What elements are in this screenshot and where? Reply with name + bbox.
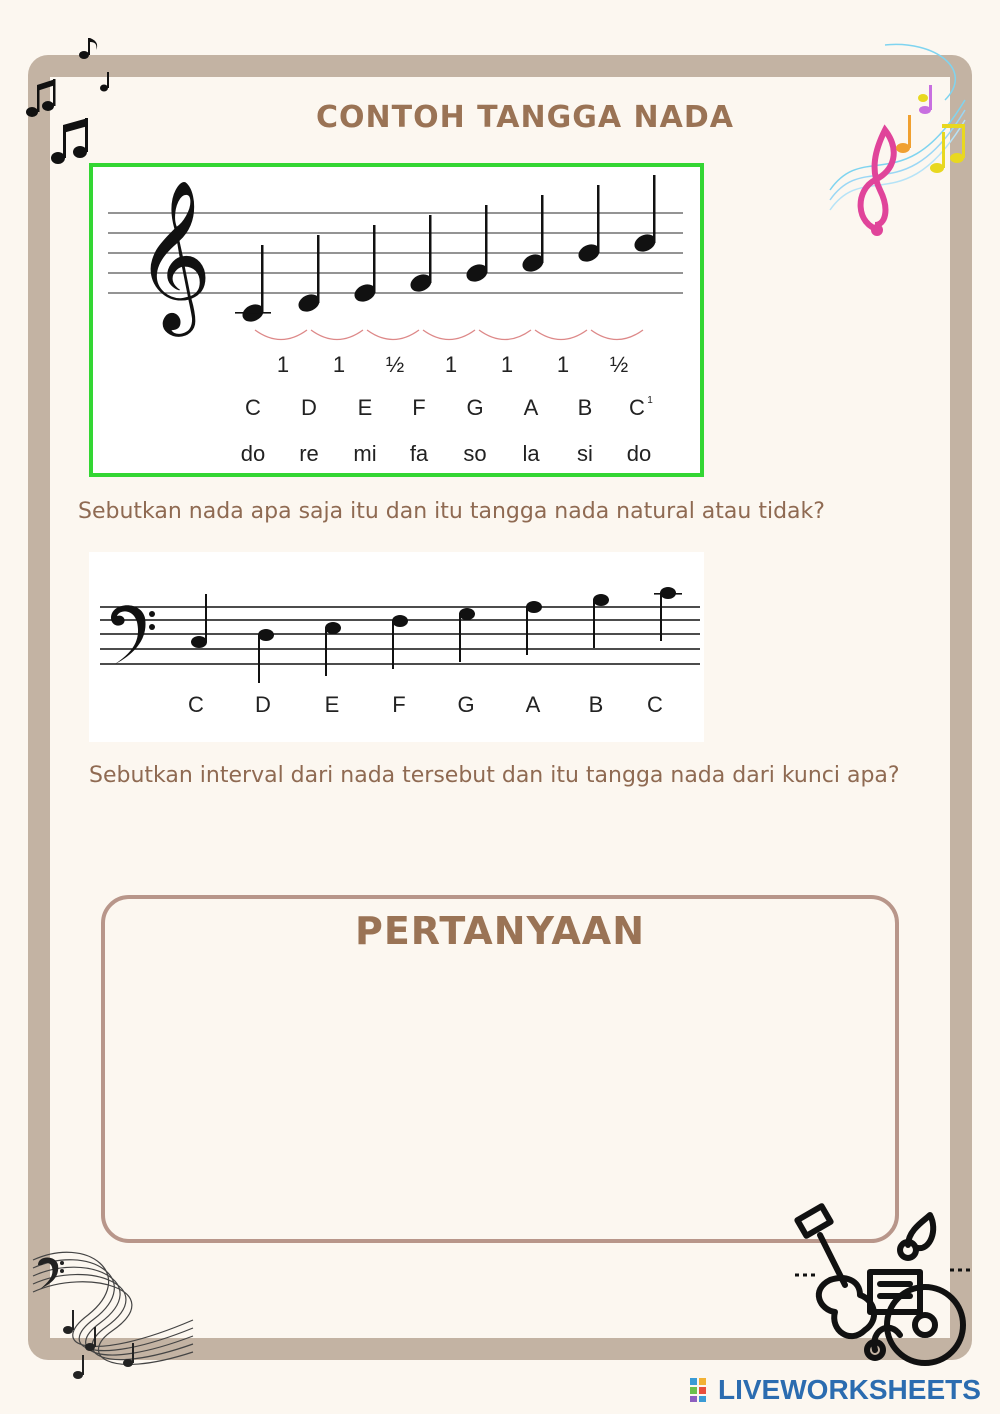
question-2: Sebutkan interval dari nada tersebut dan itu tangga nada dari kunci apa? xyxy=(89,763,900,788)
ledger-line xyxy=(235,312,271,314)
note-head xyxy=(392,615,408,627)
note-stem xyxy=(258,635,260,683)
music-staff-decoration-icon xyxy=(28,1235,198,1395)
note-stem xyxy=(317,235,320,303)
note-stem xyxy=(373,225,376,293)
note-stem xyxy=(653,175,656,243)
solfege-label: re xyxy=(299,441,319,466)
bass-scale-diagram xyxy=(89,552,704,742)
solfege-label: mi xyxy=(353,441,377,466)
interval-label: ½ xyxy=(385,352,405,377)
instruments-icon xyxy=(790,1200,975,1370)
note-head xyxy=(526,601,542,613)
note-stem xyxy=(325,628,327,676)
note-head xyxy=(593,594,609,606)
page-title: CONTOH TANGGA NADA xyxy=(316,100,734,135)
ledger-line xyxy=(654,593,682,595)
interval-slur xyxy=(255,330,307,340)
bass-scale-panel xyxy=(89,552,704,742)
interval-slur xyxy=(367,330,419,340)
note-stem xyxy=(485,205,488,273)
note-stem xyxy=(392,621,394,669)
interval-slur xyxy=(423,330,475,340)
interval-label: ½ xyxy=(609,352,629,377)
answer-box[interactable] xyxy=(101,895,899,1243)
interval-slur xyxy=(479,330,531,340)
liveworksheets-logo-icon xyxy=(690,1377,716,1401)
note-letter: E xyxy=(324,692,340,717)
note-superscript: 1 xyxy=(647,395,653,406)
note-letter: A xyxy=(525,692,541,717)
interval-label: 1 xyxy=(444,352,458,377)
treble-scale-panel xyxy=(89,163,704,477)
colorful-clef-icon xyxy=(825,40,975,240)
note-letter: G xyxy=(466,395,484,420)
note-letter: F xyxy=(392,692,406,717)
solfege-label: la xyxy=(522,441,540,466)
music-notes-icon xyxy=(20,30,110,170)
note-letter: C xyxy=(647,692,663,717)
note-letter: F xyxy=(412,395,426,420)
solfege-label: si xyxy=(577,441,593,466)
note-stem xyxy=(593,600,595,648)
note-stem xyxy=(261,245,264,313)
note-head xyxy=(191,636,207,648)
treble-clef-icon: 𝄞 xyxy=(135,181,212,327)
note-letter: E xyxy=(357,395,373,420)
question-1: Sebutkan nada apa saja itu dan itu tangga nada natural atau tidak? xyxy=(78,499,825,524)
note-letter: D xyxy=(301,395,317,420)
interval-slur xyxy=(535,330,587,340)
note-letter: B xyxy=(588,692,604,717)
note-stem xyxy=(660,593,662,641)
interval-slur xyxy=(591,330,643,340)
note-stem xyxy=(541,195,544,263)
interval-label: 1 xyxy=(556,352,570,377)
note-letter: B xyxy=(577,395,593,420)
note-stem xyxy=(526,607,528,655)
note-stem xyxy=(205,594,207,642)
footer-brand-text: LIVEWORKSHEETS xyxy=(718,1374,981,1405)
note-stem xyxy=(429,215,432,283)
interval-slur xyxy=(311,330,363,340)
interval-label: 1 xyxy=(332,352,346,377)
treble-scale-diagram xyxy=(93,167,700,473)
note-letter: C xyxy=(188,692,204,717)
footer-brand[interactable] xyxy=(690,1374,981,1406)
note-letter: C xyxy=(629,395,645,420)
note-stem xyxy=(597,185,600,253)
solfege-label: do xyxy=(626,441,652,466)
interval-label: 1 xyxy=(500,352,514,377)
note-stem xyxy=(459,614,461,662)
note-letter: C xyxy=(245,395,261,420)
note-head xyxy=(459,608,475,620)
note-letter: G xyxy=(457,692,475,717)
solfege-label: so xyxy=(463,441,487,466)
solfege-label: fa xyxy=(409,441,429,466)
note-letter: A xyxy=(523,395,539,420)
note-letter: D xyxy=(255,692,271,717)
interval-label: 1 xyxy=(276,352,290,377)
answer-box-title: PERTANYAAN xyxy=(354,909,646,953)
note-head xyxy=(258,629,274,641)
solfege-label: do xyxy=(240,441,266,466)
note-head xyxy=(325,622,341,634)
